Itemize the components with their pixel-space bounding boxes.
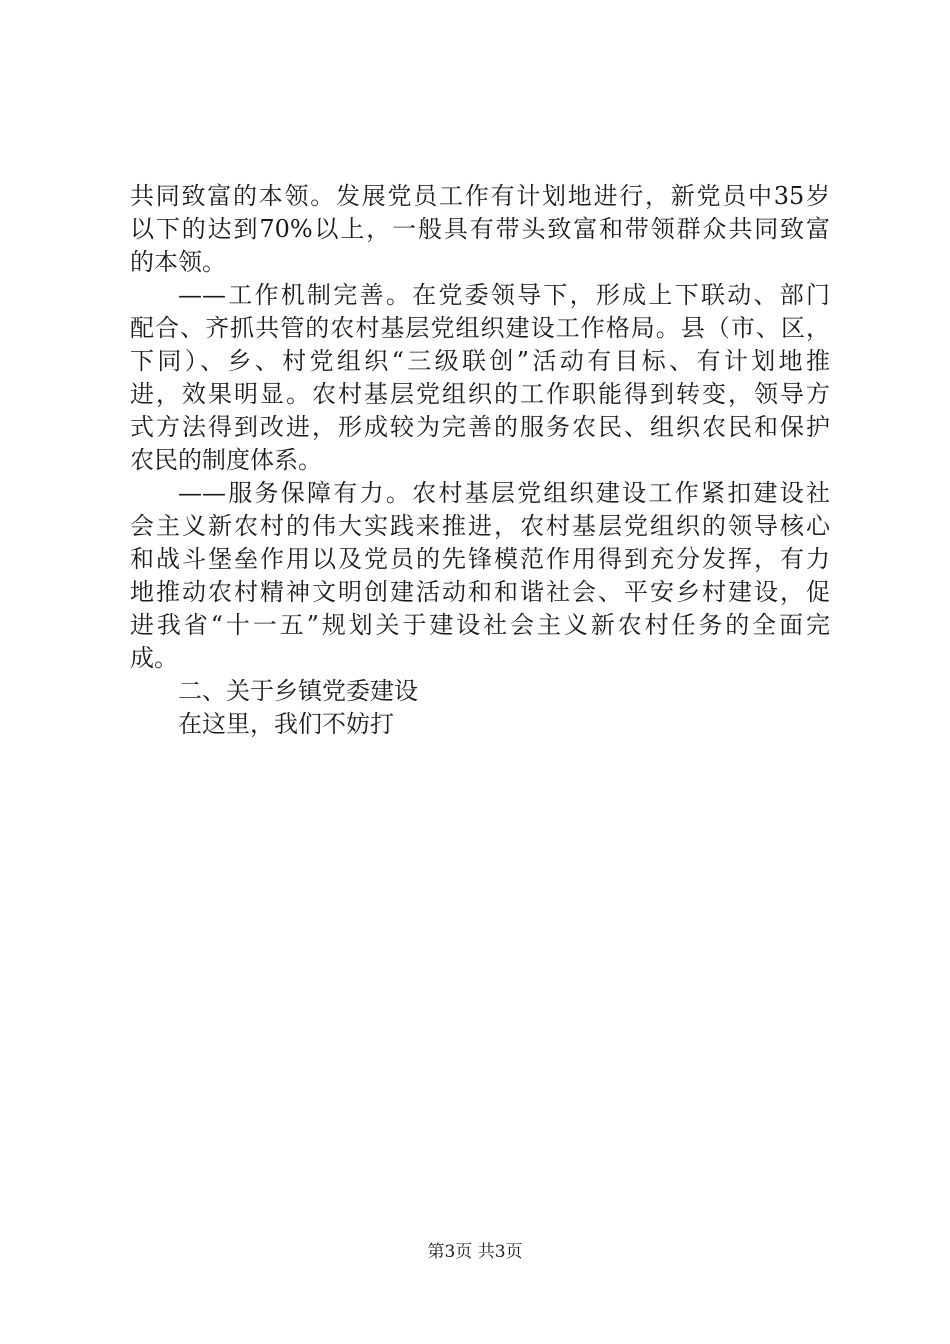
- text-line: ——服务保障有力。农村基层党组织建设工作紧扣建设社: [178, 479, 830, 507]
- text-line: 共同致富的本领。发展党员工作有计划地进行，新党员中35岁: [130, 182, 830, 210]
- text-line: 下同）、乡、村党组织“三级联创”活动有目标、有计划地推: [130, 347, 830, 375]
- page-number-footer: 第3页 共3页: [427, 1242, 523, 1262]
- section-heading: 二、关于乡镇党委建设: [178, 677, 418, 705]
- text-line: 会主义新农村的伟大实践来推进，农村基层党组织的领导核心: [130, 512, 830, 540]
- text-line: 的本领。: [130, 248, 226, 276]
- text-line: 和战斗堡垒作用以及党员的先锋模范作用得到充分发挥，有力: [130, 545, 830, 573]
- text-line: 式方法得到改进，形成较为完善的服务农民、组织农民和保护: [130, 413, 830, 441]
- text-line: 在这里，我们不妨打: [178, 710, 394, 738]
- text-line: 以下的达到70%以上，一般具有带头致富和带领群众共同致富: [130, 215, 830, 243]
- text-line: 农民的制度体系。: [130, 446, 322, 474]
- document-body: [130, 180, 830, 741]
- text-line: 配合、齐抓共管的农村基层党组织建设工作格局。县（市、区，: [130, 314, 830, 342]
- text-line: 进，效果明显。农村基层党组织的工作职能得到转变，领导方: [130, 380, 830, 408]
- text-line: 地推动农村精神文明创建活动和和谐社会、平安乡村建设，促: [130, 578, 830, 606]
- text-line: ——工作机制完善。在党委领导下，形成上下联动、部门: [178, 281, 830, 309]
- text-line: 成。: [130, 644, 178, 672]
- text-line: 进我省“十一五”规划关于建设社会主义新农村任务的全面完: [130, 611, 830, 639]
